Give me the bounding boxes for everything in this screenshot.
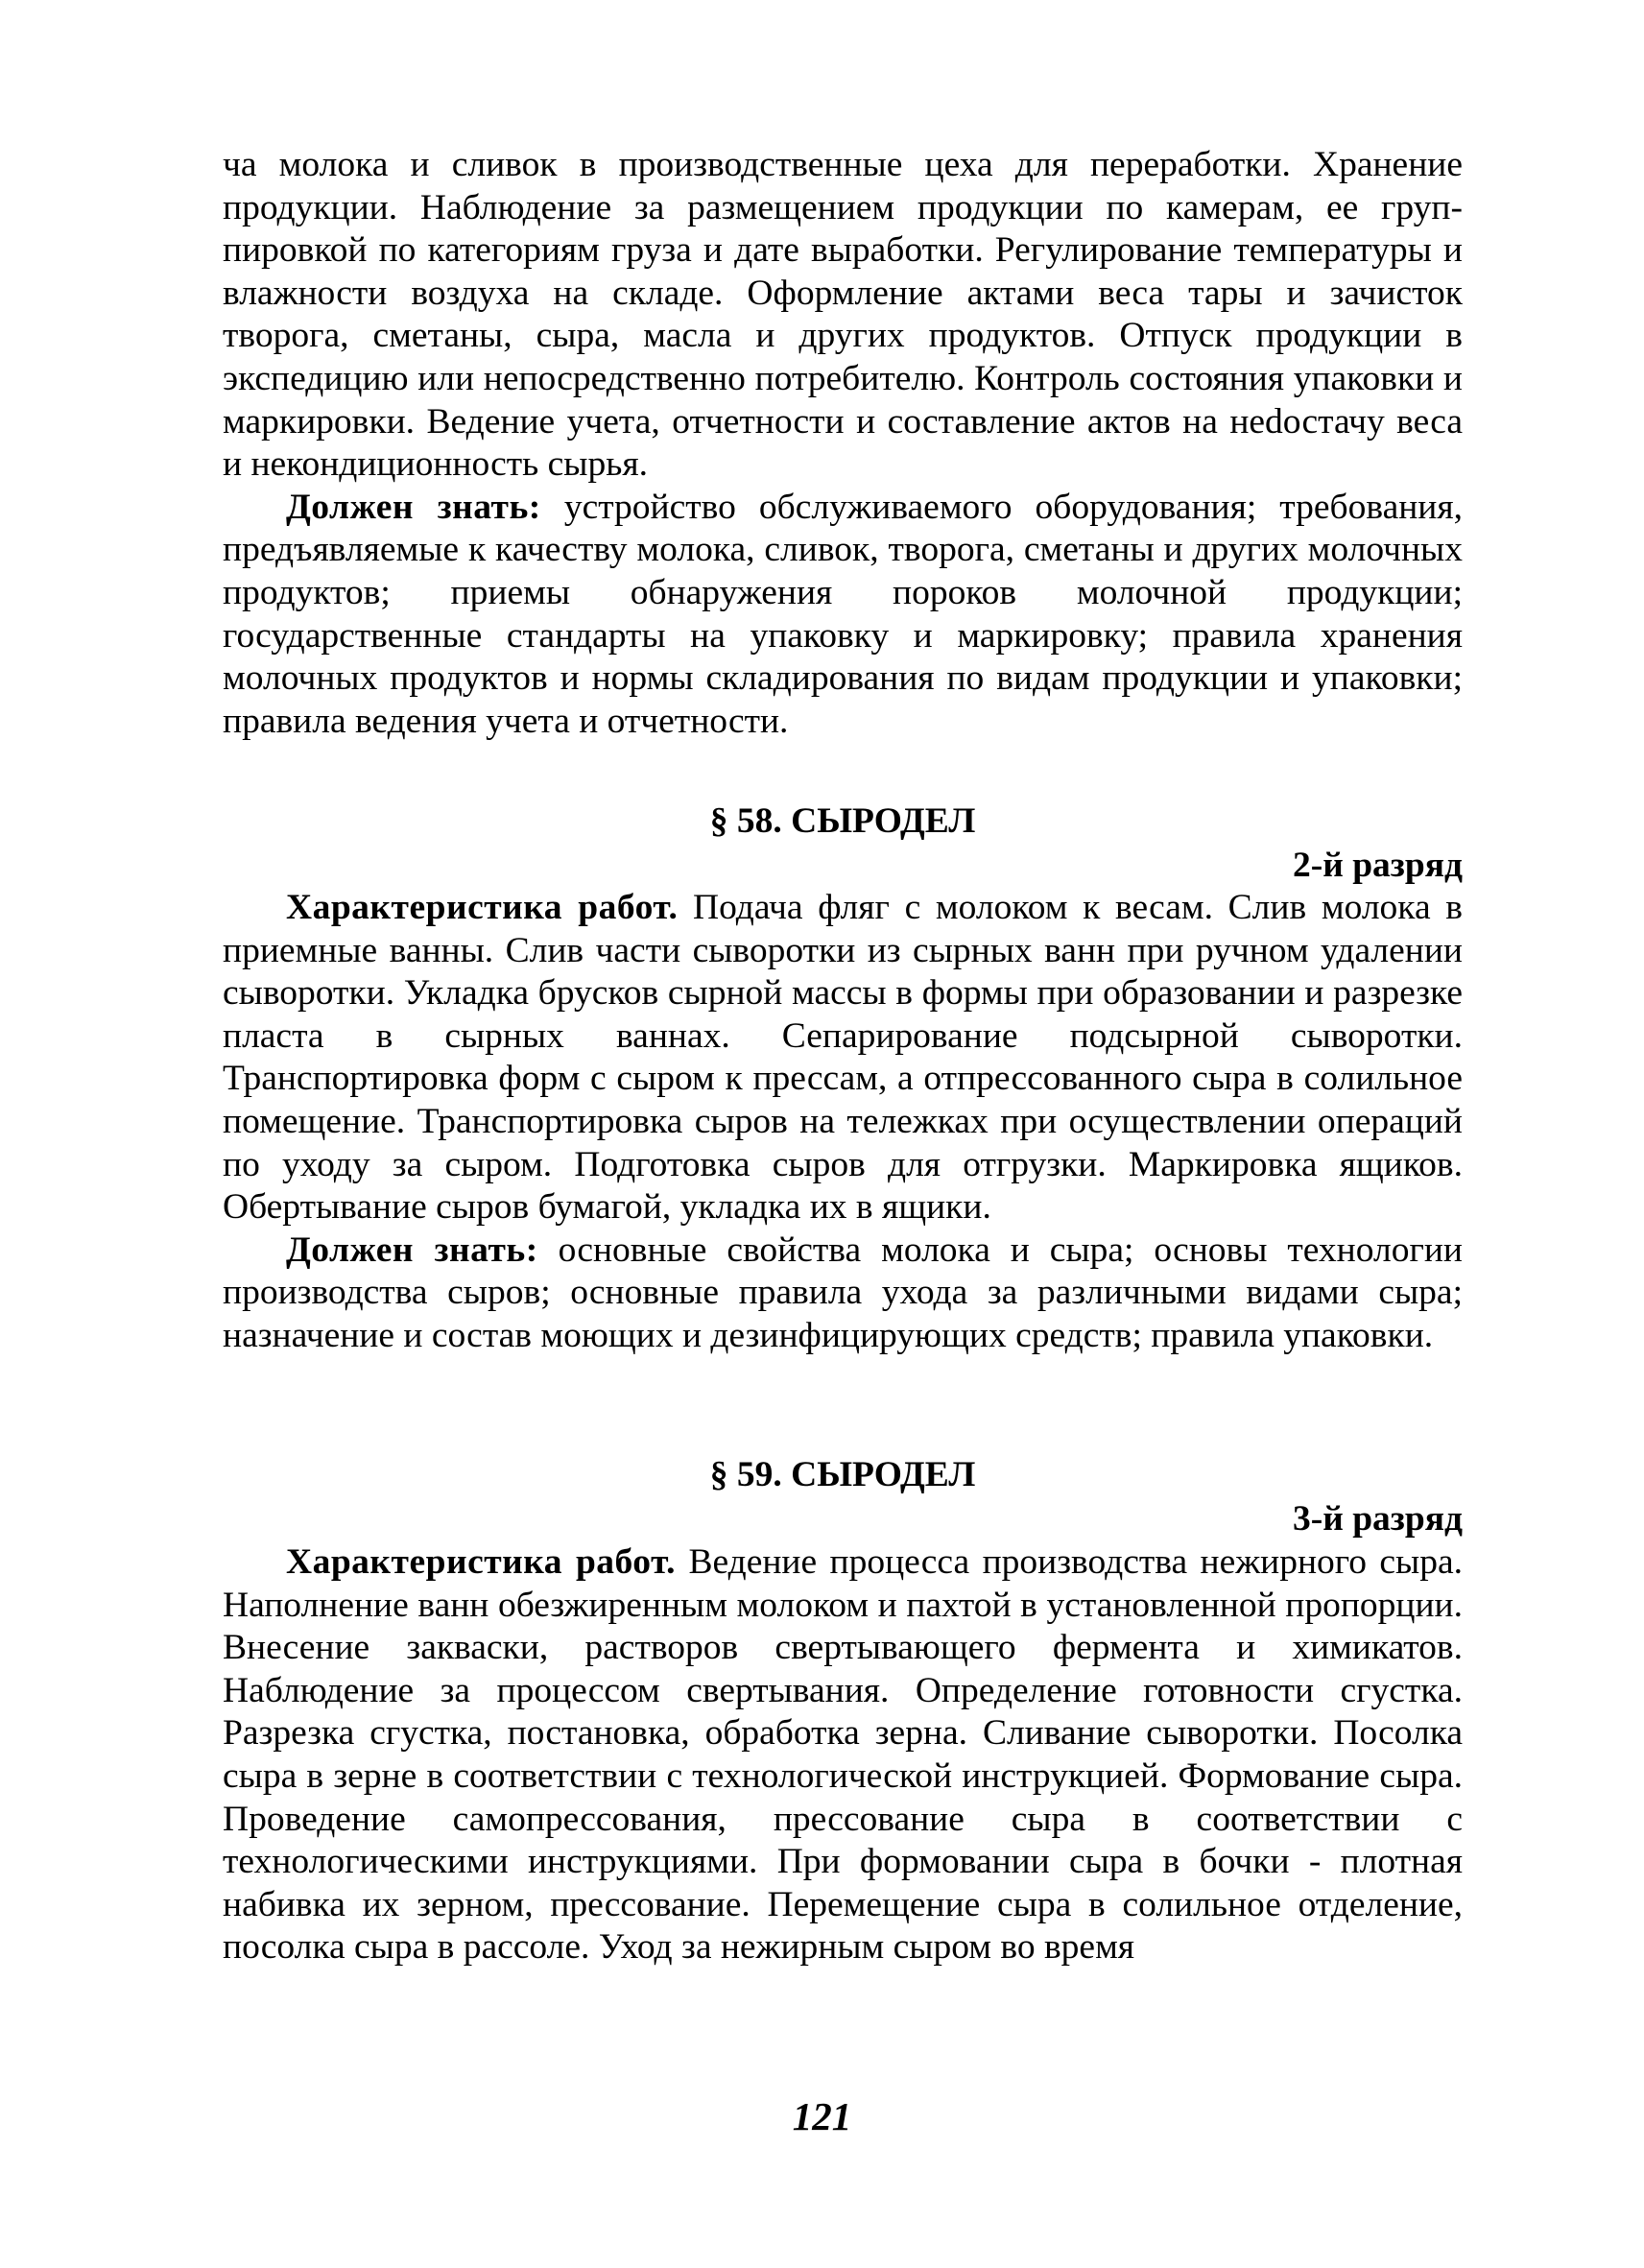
work-characteristics-text: Подача фляг с молоком к весам. Слив молока в приемные ванны. Слив части сыворотки из сырных ванн при ручном удалении сыворотки. Укладка брусков сырной массы в формы при образовании и разрезке пласта в сырных ваннах. Сепарирование подсырной сыворотки. Транспортировка форм с сыром к прессам, а отпрессованного сыра в солильное помещение. Транспортировка сыров на тележках при осуществлении операций по уходу за сыром. Подготовка сыров для отгрузки. Маркировка ящиков. Обертывание сыров бумагой, укладка их в ящики. xyxy=(223,888,1464,1228)
must-know-text: устройство обслуживаемого оборудования; требования, предъявляемые к качеству молока, сливок, творога, сметаны и других молочных продуктов; приемы обнаружения пороков молочной продукции; государственные стандарты на упаковку и маркировку; правила хранения молочных продуктов и нормы складирования по видам продукции и упаковки; правила ведения учета и отчетности. xyxy=(223,487,1463,741)
section-59-body xyxy=(223,1541,1463,1970)
section-58-body xyxy=(223,887,1463,1358)
section-58-grade: 2-й разряд xyxy=(1292,846,1463,885)
must-know-text: основные свойства молока и сыра; основы технологии производства сыров; основные правила ухода за различными видами сыра; назначение и состав моющих и дезинфицирующих средств; правила упаковки. xyxy=(223,1229,1463,1355)
section-58-work-paragraph xyxy=(223,887,1463,1229)
section-58-must-know-paragraph xyxy=(223,1229,1463,1358)
section-59-grade: 3-й разряд xyxy=(1292,1499,1463,1539)
paragraph-must-know xyxy=(223,487,1463,744)
section-59-heading: § 59. СЫРОДЕЛ xyxy=(709,1455,976,1494)
work-characteristics-label: Характеристика работ. xyxy=(286,1542,677,1582)
continued-section-text xyxy=(223,144,1463,743)
must-know-label: Должен знать: xyxy=(286,487,541,527)
section-59-work-paragraph xyxy=(223,1541,1463,1970)
section-58-heading: § 58. СЫРОДЕЛ xyxy=(709,801,976,841)
must-know-label: Должен знать: xyxy=(286,1229,538,1270)
page-number: 121 xyxy=(792,2094,852,2138)
work-characteristics-label: Характеристика работ. xyxy=(286,888,679,927)
paragraph-duties-continued: ча молока и сливок в производственные цеха для переработки. Хранение продукции. Наблюдение за размещением продукции по камерам, ее группировкой по категориям груза и дате выработки. Регулирование температуры и влажности воздуха на складе. Оформление актами веса тары и зачисток творога, сметаны, сыра, масла и других продуктов. Отпуск продукции в экспедицию или непосредственно потребителю. Контроль состояния упаковки и маркировки. Ведение учета, отчетности и составление актов на неdостачу веса и некондиционность сырья. xyxy=(223,145,1463,485)
work-characteristics-text: Ведение процесса производства нежирного сыра. Наполнение ванн обезжиренным молоком и пахтой в установленной пропорции. Внесение закваски, растворов свертывающего фермента и химикатов. Наблюдение за процессом свертывания. Определение готовности сгустка. Разрезка сгустка, постановка, обработка зерна. Сливание сыворотки. Посолка сыра в зерне в соответствии с технологической инструкцией. Формование сыра. Проведение самопрессования, прессование сыра в соответствии с технологическими инструкциями. При формовании сыра в бочки - плотная набивка их зерном, прессование. Перемещение сыра в солильное отделение, посолка сыра в рассоле. Уход за нежирным сыром во время xyxy=(223,1542,1464,1968)
